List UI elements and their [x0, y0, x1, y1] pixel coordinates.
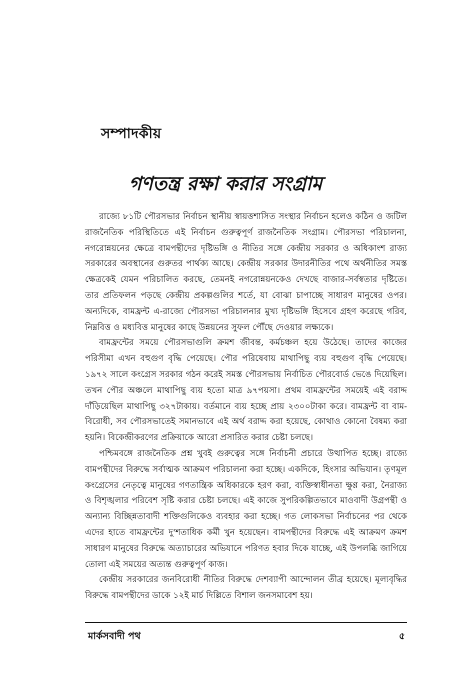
- paragraph: বামফ্রন্টের সময়ে পৌরসভাগুলি ক্রমশ জীবন্ত, কর্মচঞ্চল হয়ে উঠেছে। তাদের কাজের পরিসীমা এখন বহুগুণ বৃদ্ধি পেয়েছে। পৌর পরিষেবায় মাথাপিছু ব্যয় বহুগুণ বৃদ্ধি পেয়েছে। ১৯৭২ সালে কংগ্রেস সরকার গঠন করেই সমস্ত পৌরসভায় নির্বাচিত পৌরবোর্ড ভেঙে দিয়েছিল। তখন পৌর অঞ্চলে মাথাপিছু ব্যয় হতো মাত্র ৯৭পয়সা। প্রথম বামফ্রন্টের সময়েই এই বরাদ্দ দাঁড়িয়েছিল মাথাপিছু ৩২৭টাকায়। বর্তমানে ব্যয় হচ্ছে প্রায় ২৩০০টাকা করে। বামফ্রন্ট বা বাম-বিরোধী, সব পৌরসভাতেই সমানভাবে এই অর্থ বরাদ্দ করা হয়েছে, কোথাও কোনো বৈষম্য করা হয়নি। বিকেন্দ্রীকরণের প্রক্রিয়াকে আরো প্রসারিত করার চেষ্টা চলছে।: [85, 338, 407, 444]
- paragraph: কেন্দ্রীয় সরকারের জনবিরোধী নীতির বিরুদ্ধে দেশব্যাপী আন্দোলন তীব্র হয়েছে। মূল্যবৃদ্ধির বিরুদ্ধে বামপন্থীদের ডাকে ১২ই মার্চ দিল্লিতে বিশাল জনসমাবেশ হয়।: [85, 575, 407, 602]
- paragraph: রাজ্যে ৮১টি পৌরসভার নির্বাচন স্থানীয় স্বায়ত্তশাসিত সংস্থার নির্বাচন হলেও কঠিন ও জটিল রাজনৈতিক পরিস্থিতিতে এই নির্বাচন গুরুত্বপূর্ণ রাজনৈতিক সংগ্রাম। পৌরসভা পরিচালনা, নগরোন্নয়নের ক্ষেত্রে বামপন্থীদের দৃষ্টিভঙ্গি ও নীতির সঙ্গে কেন্দ্রীয় সরকার ও অধিকাংশ রাজ্য সরকারের অবস্থানের গুরুতর পার্থক্য আছে। কেন্দ্রীয় সরকার উদারনীতির পথে অর্থনীতির সমস্ত ক্ষেত্রকেই যেমন পরিচালিত করছে, তেমনই নগরোন্নয়নকেও দেখছে বাজার-সর্বস্বতার দৃষ্টিতে। তার প্রতিফলন পড়ছে কেন্দ্রীয় প্রকল্পগুলির শর্তে, যা বোঝা চাপাচ্ছে সাধারণ মানুষের ওপর। অন্যদিকে, বামফ্রন্ট এ-রাজ্যে পৌরসভা পরিচালনার মুখ্য দৃষ্টিভঙ্গি হিসেবে গ্রহণ করেছে গরিব, নিম্নবিত্ত ও মধ্যবিত্ত মানুষের কাছে উন্নয়নের সুফল পৌঁছে দেওয়ার লক্ষ্যকে।: [85, 212, 407, 333]
- footer-journal-title: মার্কসবাদী পথ: [88, 631, 141, 642]
- footer-divider: [85, 622, 407, 623]
- article-heading: গণতন্ত্র রক্ষা করার সংগ্রাম: [128, 173, 323, 195]
- paragraph: পশ্চিমবঙ্গে রাজনৈতিক প্রশ্ন খুবই গুরুত্বের সঙ্গে নির্বাচনী প্রচারে উত্থাপিত হচ্ছে। রাজ্যে বামপন্থীদের বিরুদ্ধে সর্বাত্মক আক্রমণ পরিচালনা করা হচ্ছে। একদিকে, হিংসার অভিযান। তৃণমূল কংগ্রেসের নেতৃত্বে মানুষের গণতান্ত্রিক অধিকারকে হরণ করা, ব্যক্তিস্বাধীনতা ক্ষুণ্ণ করা, নৈরাজ্য ও বিশৃঙ্খলার পরিবেশ সৃষ্টি করার চেষ্টা চলছে। এই কাজে সুপরিকল্পিতভাবে মাওবাদী উগ্রপন্থী ও অন্যান্য বিচ্ছিন্নতাবাদী শক্তিগুলিকেও ব্যবহার করা হচ্ছে। গত লোকসভা নির্বাচনের পর থেকে এদের হাতে বামফ্রন্টের দু'শতাধিক কর্মী খুন হয়েছেন। বামপন্থীদের বিরুদ্ধে এই আক্রমণ ক্রমশ সাধারণ মানুষের বিরুদ্ধে অত্যাচারের অভিযানে পরিণত হবার দিকে যাচ্ছে, এই উপলব্ধি জাগিয়ে তোলা এই সময়ের অত্যন্ত গুরুত্বপূর্ণ কাজ।: [85, 448, 407, 570]
- article-body: [85, 210, 407, 605]
- footer-page-number: ৫: [398, 631, 405, 642]
- section-label: সম্পাদকীয়: [101, 126, 162, 142]
